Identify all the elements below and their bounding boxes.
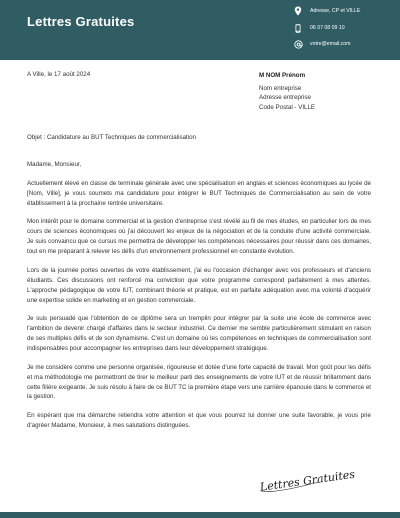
header-banner	[0, 0, 400, 60]
footer-bar	[0, 512, 400, 518]
paragraph-motivation: Mon intérêt pour le domaine commercial et la gestion d'entreprise s'est révélé au fil de mes études, en particulier lors de mes cours de sciences économiques où j'ai découvert les enjeux de la négociation et de la conduite d'une activité commerciale. Je suis convaincu que ce cursus me permettra de développer les compétences nécessaires pour réussir dans ces domaines, tout en me préparant à relever les défis d'un environnement professionnel en constante évolution.	[27, 218, 371, 256]
email-text: votre@email.com	[310, 41, 351, 47]
city-date: A Ville, le 17 août 2024	[27, 71, 91, 78]
handwritten-signature	[255, 458, 356, 503]
brand-title: Lettres Gratuites	[27, 14, 135, 29]
recipient-company: Nom entreprise	[259, 84, 302, 92]
contact-address	[293, 5, 360, 17]
paragraph-qualities: Je me considère comme une personne organisée, rigoureuse et dotée d'une forte capacité de travail. Mon goût pour les défis et ma méthodologie me permettront de tirer le meilleur parti des enseignements de votre IUT et de réussir brillamment dans cette filière exigeante. Je suis résolu à faire de ce BUT TC la première étape vers une carrière épanouie dans le commerce et la gestion.	[27, 363, 371, 401]
contact-email	[293, 38, 350, 50]
location-pin-icon	[293, 6, 303, 16]
recipient-address: Adresse entreprise	[259, 94, 311, 102]
greeting: Madame, Monsieur,	[27, 161, 82, 168]
recipient-postal: Code Postal - VILLE	[259, 103, 316, 111]
paragraph-intro: Actuellement élevé en classe de terminale générale avec une spécialisation en anglais et sciences économiques au lycée de [Nom, Ville], je vous soumets ma candidature pour intégrer le BUT Techniques de Commercialisation au sein de votre établissement à la prochaine rentrée universitaire.	[27, 179, 371, 207]
paragraph-open-day: Lors de la journée portes ouvertes de votre établissement, j'ai eu l'occasion d'échanger avec vos professeurs et d'anciens étudiants. Ces discussions ont renforcé ma conviction que votre programme correspond parfaitement à mes attentes. L'approche pédagogique de votre IUT, combinant théorie et pratique, est en parfaite adéquation avec ma volonté d'acquérir une expertise solide en marketing et en gestion commerciale.	[27, 266, 371, 304]
phone-icon	[293, 23, 303, 33]
paragraph-closing: En espérant que ma démarche retiendra votre attention et que vous pourrez lui donner une suite favorable, je vous prie d'agréer Madame, Monsieur, à mes salutations distinguées.	[27, 412, 371, 430]
address-text: Adresse, CP et VILLE	[310, 8, 361, 14]
recipient-name: M NOM Prénom	[259, 72, 306, 79]
letter-subject: Objet : Candidature au BUT Techniques de commercialisation	[27, 134, 196, 141]
phone-text: 06 07 08 09 10	[310, 25, 345, 31]
letter-body	[27, 160, 371, 440]
at-sign-icon	[293, 39, 303, 49]
recipient-block	[259, 71, 315, 112]
paragraph-project: Je suis persuadé que l'obtention de ce diplôme sera un tremplin pour intégrer par la suite une école de commerce avec l'ambition de devenir chargé d'affaires dans le secteur industriel. Ce dernier me semble particulièrement stimulant en raison de ses multiples défis et de son dynamisme. C'est un domaine où les compétences en techniques de commercialisation sont indispensables pour accompagner les entreprises dans leur développement stratégique.	[27, 315, 371, 352]
contact-phone	[293, 22, 345, 34]
svg-text:Lettres Gratuites: Lettres Gratuites	[259, 467, 356, 494]
